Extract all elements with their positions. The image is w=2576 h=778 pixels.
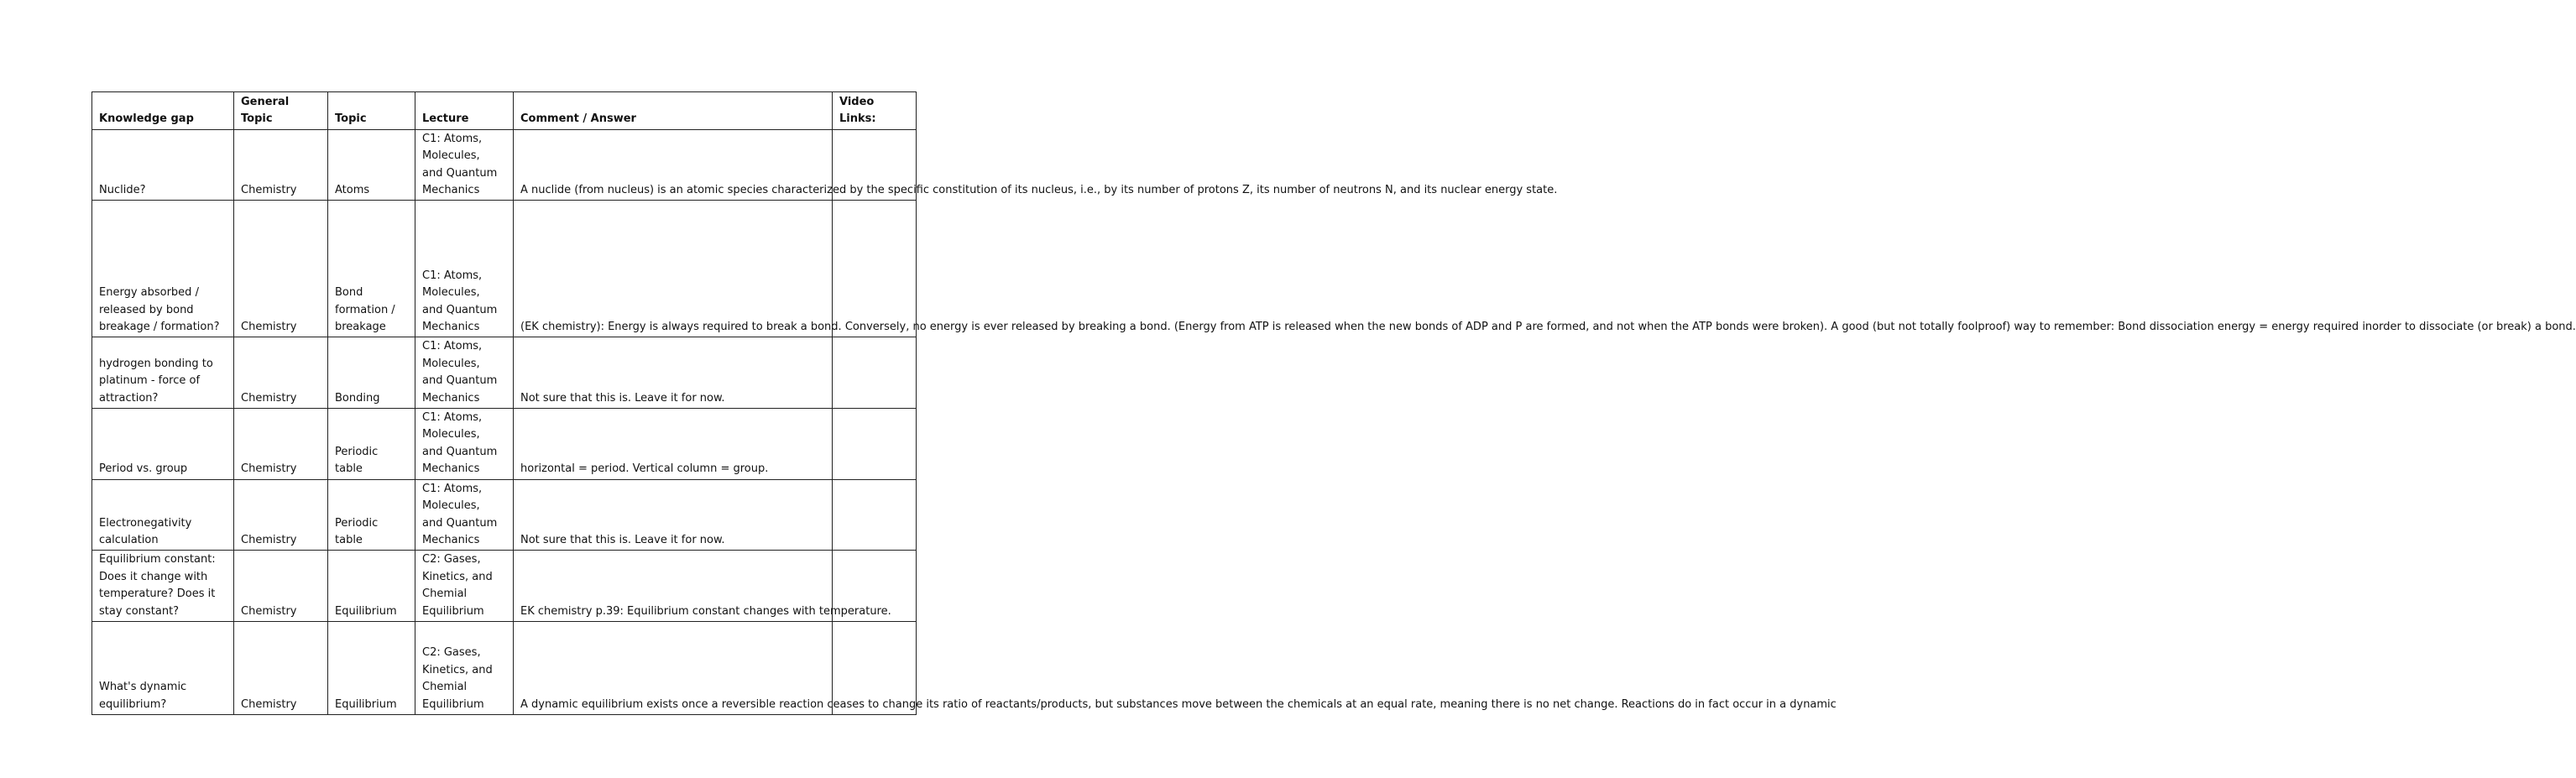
general-topic-cell: Chemistry [234, 551, 328, 622]
table-row [92, 551, 917, 622]
spreadsheet-page [91, 91, 2576, 715]
knowledge-gap-cell: Electronegativity calculation [92, 479, 234, 551]
lecture-cell: C1: Atoms, Molecules, and Quantum Mechanics [415, 201, 514, 337]
table-row [92, 409, 917, 480]
topic-cell: Bond formation / breakage [328, 201, 415, 337]
general-topic-cell: Chemistry [234, 479, 328, 551]
table-row [92, 201, 917, 337]
lecture-cell: C2: Gases, Kinetics, and Chemial Equilibrium [415, 621, 514, 714]
topic-cell: Periodic table [328, 409, 415, 480]
comment-cell: Not sure that this is. Leave it for now. [514, 337, 833, 409]
topic-cell: Periodic table [328, 479, 415, 551]
video-links-cell [833, 337, 917, 409]
comment-cell: EK chemistry p.39: Equilibrium constant changes with temperature. [514, 551, 833, 622]
video-links-cell [833, 409, 917, 480]
lecture-cell: C1: Atoms, Molecules, and Quantum Mechanics [415, 337, 514, 409]
knowledge-gap-cell: hydrogen bonding to platinum - force of attraction? [92, 337, 234, 409]
header-general-topic: General Topic [234, 92, 328, 130]
table-row [92, 479, 917, 551]
knowledge-gap-table [91, 91, 2576, 715]
header-topic: Topic [328, 92, 415, 130]
header-row [92, 92, 917, 130]
header-video-links: Video Links: [833, 92, 917, 130]
topic-cell: Equilibrium [328, 621, 415, 714]
lecture-cell: C1: Atoms, Molecules, and Quantum Mechanics [415, 409, 514, 480]
knowledge-gap-cell: Nuclide? [92, 129, 234, 201]
general-topic-cell: Chemistry [234, 621, 328, 714]
topic-cell: Bonding [328, 337, 415, 409]
lecture-cell: C1: Atoms, Molecules, and Quantum Mechanics [415, 479, 514, 551]
video-links-cell [833, 479, 917, 551]
comment-cell: (EK chemistry): Energy is always required to break a bond. Conversely, no energy is ever released by breaking a bond. (Energy from ATP is released when the new bonds of ADP and P are formed, and not when the ATP bonds were broken). A good (but not totally foolproof) way to remember: Bond dissociation energy = energy required inorder to dissociate (or break) a bond. [514, 201, 833, 337]
table-row [92, 337, 917, 409]
comment-cell: A dynamic equilibrium exists once a reversible reaction ceases to change its ratio of reactants/products, but substances move between the chemicals at an equal rate, meaning there is no net change. Reactions do in fact occur in a dynamic [514, 621, 833, 714]
comment-cell: Not sure that this is. Leave it for now. [514, 479, 833, 551]
knowledge-gap-cell: Equilibrium constant: Does it change with temperature? Does it stay constant? [92, 551, 234, 622]
topic-cell: Equilibrium [328, 551, 415, 622]
general-topic-cell: Chemistry [234, 409, 328, 480]
topic-cell: Atoms [328, 129, 415, 201]
general-topic-cell: Chemistry [234, 337, 328, 409]
general-topic-cell: Chemistry [234, 201, 328, 337]
video-links-cell [833, 201, 917, 337]
table-row [92, 129, 917, 201]
lecture-cell: C1: Atoms, Molecules, and Quantum Mechanics [415, 129, 514, 201]
table-row [92, 621, 917, 714]
knowledge-gap-cell: What's dynamic equilibrium? [92, 621, 234, 714]
comment-cell: A nuclide (from nucleus) is an atomic species characterized by the specific constitution of its nucleus, i.e., by its number of protons Z, its number of neutrons N, and its nuclear energy state. [514, 129, 833, 201]
general-topic-cell: Chemistry [234, 129, 328, 201]
comment-cell: horizontal = period. Vertical column = group. [514, 409, 833, 480]
header-knowledge-gap: Knowledge gap [92, 92, 234, 130]
knowledge-gap-cell: Energy absorbed / released by bond breakage / formation? [92, 201, 234, 337]
knowledge-gap-cell: Period vs. group [92, 409, 234, 480]
header-lecture: Lecture [415, 92, 514, 130]
lecture-cell: C2: Gases, Kinetics, and Chemial Equilibrium [415, 551, 514, 622]
header-comment-answer: Comment / Answer [514, 92, 833, 130]
